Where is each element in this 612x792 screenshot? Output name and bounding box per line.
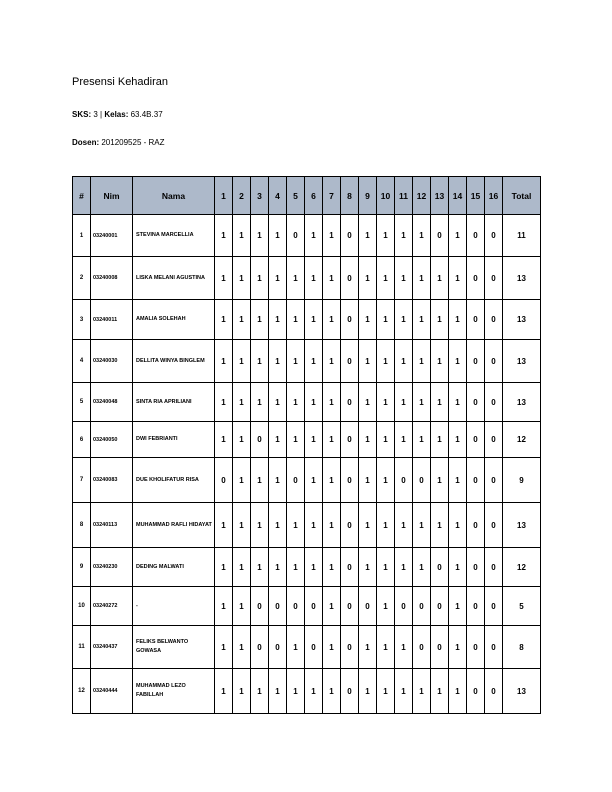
attendance-cell: 0 (485, 383, 503, 422)
attendance-cell: 1 (269, 548, 287, 587)
attendance-cell: 1 (431, 300, 449, 340)
column-header: 3 (251, 177, 269, 215)
attendance-cell: 1 (377, 503, 395, 548)
attendance-cell: 1 (269, 340, 287, 383)
student-nim: 03240030 (91, 340, 133, 383)
attendance-cell: 0 (485, 215, 503, 257)
page-title: Presensi Kehadiran (72, 76, 169, 88)
attendance-cell: 0 (467, 422, 485, 458)
student-name: FELIKS BELWANTO GOWASA (133, 626, 215, 669)
attendance-cell: 1 (449, 458, 467, 503)
attendance-cell: 0 (251, 626, 269, 669)
row-number: 11 (73, 626, 91, 669)
attendance-cell: 1 (395, 257, 413, 300)
total-cell: 11 (503, 215, 541, 257)
attendance-cell: 1 (305, 548, 323, 587)
column-header: 16 (485, 177, 503, 215)
attendance-cell: 0 (431, 548, 449, 587)
attendance-cell: 1 (359, 422, 377, 458)
attendance-cell: 0 (467, 626, 485, 669)
attendance-cell: 0 (251, 587, 269, 626)
table-row (73, 626, 541, 669)
student-nim: 03240230 (91, 548, 133, 587)
attendance-cell: 0 (359, 587, 377, 626)
attendance-cell: 1 (431, 503, 449, 548)
attendance-cell: 1 (359, 340, 377, 383)
attendance-cell: 0 (431, 215, 449, 257)
attendance-cell: 1 (233, 458, 251, 503)
attendance-cell: 1 (359, 300, 377, 340)
student-name: DELLITA WINYA BINGLEM (133, 340, 215, 383)
attendance-cell: 1 (215, 503, 233, 548)
attendance-cell: 1 (377, 340, 395, 383)
attendance-cell: 1 (305, 257, 323, 300)
column-header: # (73, 177, 91, 215)
table-row (73, 215, 541, 257)
attendance-cell: 0 (485, 587, 503, 626)
total-cell: 12 (503, 422, 541, 458)
attendance-cell: 1 (413, 257, 431, 300)
attendance-cell: 1 (413, 503, 431, 548)
attendance-cell: 1 (251, 503, 269, 548)
attendance-cell: 1 (233, 669, 251, 714)
attendance-cell: 1 (431, 257, 449, 300)
student-nim: 03240048 (91, 383, 133, 422)
attendance-cell: 1 (431, 669, 449, 714)
attendance-cell: 1 (287, 300, 305, 340)
attendance-cell: 0 (467, 587, 485, 626)
attendance-cell: 1 (359, 215, 377, 257)
attendance-cell: 1 (359, 626, 377, 669)
attendance-cell: 0 (467, 458, 485, 503)
table-row (73, 422, 541, 458)
attendance-cell: 0 (341, 458, 359, 503)
attendance-cell: 1 (323, 587, 341, 626)
attendance-cell: 1 (395, 548, 413, 587)
attendance-cell: 1 (233, 383, 251, 422)
student-name: MUHAMMAD LEZO FABILLAH (133, 669, 215, 714)
attendance-cell: 0 (485, 669, 503, 714)
kelas-label: Kelas: (104, 110, 129, 119)
column-header: 1 (215, 177, 233, 215)
attendance-cell: 0 (341, 383, 359, 422)
attendance-cell: 0 (395, 587, 413, 626)
attendance-cell: 1 (323, 669, 341, 714)
attendance-cell: 1 (233, 503, 251, 548)
column-header: 6 (305, 177, 323, 215)
attendance-cell: 0 (395, 458, 413, 503)
attendance-cell: 1 (449, 626, 467, 669)
attendance-cell: 1 (449, 215, 467, 257)
attendance-cell: 1 (431, 422, 449, 458)
attendance-cell: 0 (485, 257, 503, 300)
attendance-cell: 1 (305, 503, 323, 548)
column-header: 9 (359, 177, 377, 215)
attendance-cell: 0 (467, 340, 485, 383)
attendance-cell: 1 (413, 669, 431, 714)
attendance-cell: 0 (251, 422, 269, 458)
attendance-cell: 0 (467, 300, 485, 340)
attendance-cell: 1 (377, 669, 395, 714)
attendance-cell: 1 (323, 300, 341, 340)
attendance-cell: 0 (431, 587, 449, 626)
attendance-cell: 1 (269, 257, 287, 300)
attendance-cell: 1 (395, 669, 413, 714)
attendance-cell: 1 (215, 669, 233, 714)
student-name: - (133, 587, 215, 626)
student-nim: 03240008 (91, 257, 133, 300)
table-row (73, 587, 541, 626)
attendance-cell: 1 (233, 422, 251, 458)
lecturer-info (72, 138, 165, 147)
attendance-cell: 1 (251, 383, 269, 422)
attendance-cell: 1 (215, 257, 233, 300)
attendance-cell: 0 (485, 340, 503, 383)
attendance-cell: 0 (431, 626, 449, 669)
row-number: 10 (73, 587, 91, 626)
attendance-cell: 1 (395, 422, 413, 458)
attendance-cell: 1 (323, 422, 341, 458)
attendance-cell: 1 (269, 458, 287, 503)
column-header: 7 (323, 177, 341, 215)
attendance-cell: 1 (449, 340, 467, 383)
attendance-cell: 1 (305, 215, 323, 257)
sks-label: SKS: (72, 110, 92, 119)
column-header: 11 (395, 177, 413, 215)
attendance-cell: 1 (269, 300, 287, 340)
attendance-cell: 1 (287, 383, 305, 422)
attendance-cell: 0 (467, 548, 485, 587)
attendance-cell: 1 (287, 340, 305, 383)
attendance-cell: 1 (215, 422, 233, 458)
attendance-cell: 1 (395, 626, 413, 669)
attendance-cell: 0 (341, 340, 359, 383)
total-cell: 13 (503, 503, 541, 548)
attendance-cell: 1 (323, 257, 341, 300)
attendance-cell: 1 (413, 300, 431, 340)
column-header: Nama (133, 177, 215, 215)
attendance-cell: 1 (449, 422, 467, 458)
student-name: DWI FEBRIANTI (133, 422, 215, 458)
attendance-cell: 1 (215, 587, 233, 626)
attendance-cell: 1 (395, 340, 413, 383)
attendance-cell: 1 (233, 587, 251, 626)
attendance-cell: 1 (251, 340, 269, 383)
attendance-cell: 1 (305, 383, 323, 422)
attendance-cell: 1 (269, 422, 287, 458)
attendance-cell: 0 (485, 626, 503, 669)
attendance-cell: 0 (269, 626, 287, 669)
student-nim: 03240001 (91, 215, 133, 257)
attendance-cell: 1 (251, 257, 269, 300)
attendance-cell: 1 (305, 669, 323, 714)
attendance-cell: 1 (233, 300, 251, 340)
row-number: 4 (73, 340, 91, 383)
attendance-cell: 1 (449, 587, 467, 626)
attendance-cell: 1 (323, 383, 341, 422)
attendance-cell: 1 (215, 340, 233, 383)
attendance-cell: 1 (449, 257, 467, 300)
table-row (73, 669, 541, 714)
attendance-cell: 1 (305, 422, 323, 458)
attendance-cell: 0 (467, 503, 485, 548)
attendance-cell: 0 (467, 669, 485, 714)
dosen-label: Dosen: (72, 138, 100, 147)
row-number: 8 (73, 503, 91, 548)
row-number: 1 (73, 215, 91, 257)
column-header: Nim (91, 177, 133, 215)
table-row (73, 383, 541, 422)
table-row (73, 340, 541, 383)
attendance-cell: 1 (431, 383, 449, 422)
total-cell: 13 (503, 669, 541, 714)
attendance-cell: 1 (431, 458, 449, 503)
attendance-cell: 1 (377, 587, 395, 626)
attendance-cell: 0 (413, 587, 431, 626)
attendance-cell: 1 (449, 548, 467, 587)
attendance-cell: 0 (305, 587, 323, 626)
attendance-cell: 1 (305, 458, 323, 503)
attendance-cell: 1 (395, 503, 413, 548)
attendance-cell: 1 (287, 257, 305, 300)
attendance-cell: 1 (377, 458, 395, 503)
row-number: 9 (73, 548, 91, 587)
attendance-cell: 1 (287, 669, 305, 714)
column-header: 4 (269, 177, 287, 215)
column-header: 2 (233, 177, 251, 215)
attendance-cell: 0 (413, 626, 431, 669)
attendance-cell: 1 (251, 669, 269, 714)
attendance-cell: 1 (413, 215, 431, 257)
row-number: 3 (73, 300, 91, 340)
attendance-cell: 0 (485, 422, 503, 458)
attendance-cell: 1 (449, 300, 467, 340)
attendance-cell: 1 (251, 300, 269, 340)
attendance-cell: 1 (377, 422, 395, 458)
kelas-value: 63.4B.37 (130, 110, 163, 119)
attendance-cell: 1 (395, 300, 413, 340)
student-nim: 03240113 (91, 503, 133, 548)
attendance-cell: 1 (215, 548, 233, 587)
attendance-cell: 1 (395, 383, 413, 422)
total-cell: 9 (503, 458, 541, 503)
attendance-cell: 1 (377, 257, 395, 300)
student-nim: 03240011 (91, 300, 133, 340)
attendance-cell: 1 (233, 340, 251, 383)
attendance-cell: 1 (359, 548, 377, 587)
attendance-cell: 1 (269, 503, 287, 548)
student-nim: 03240050 (91, 422, 133, 458)
attendance-cell: 0 (413, 458, 431, 503)
attendance-cell: 1 (251, 548, 269, 587)
attendance-cell: 1 (359, 458, 377, 503)
column-header: 12 (413, 177, 431, 215)
attendance-cell: 1 (413, 383, 431, 422)
row-number: 2 (73, 257, 91, 300)
table-row (73, 503, 541, 548)
student-nim: 03240083 (91, 458, 133, 503)
attendance-cell: 0 (341, 257, 359, 300)
attendance-cell: 1 (431, 340, 449, 383)
student-nim: 03240444 (91, 669, 133, 714)
attendance-cell: 0 (341, 422, 359, 458)
table-header-row (73, 177, 541, 215)
attendance-cell: 0 (341, 215, 359, 257)
attendance-cell: 1 (449, 383, 467, 422)
attendance-cell: 0 (485, 300, 503, 340)
attendance-cell: 0 (341, 669, 359, 714)
table-row (73, 458, 541, 503)
attendance-cell: 1 (323, 458, 341, 503)
attendance-cell: 1 (323, 215, 341, 257)
total-cell: 13 (503, 300, 541, 340)
student-name: STEVINA MARCELLIA (133, 215, 215, 257)
student-name: SINTA RIA APRILIANI (133, 383, 215, 422)
attendance-cell: 0 (467, 257, 485, 300)
attendance-cell: 1 (323, 626, 341, 669)
attendance-cell: 1 (323, 548, 341, 587)
total-cell: 12 (503, 548, 541, 587)
attendance-cell: 0 (485, 503, 503, 548)
attendance-cell: 1 (359, 257, 377, 300)
attendance-cell: 1 (395, 215, 413, 257)
student-nim: 03240272 (91, 587, 133, 626)
total-cell: 13 (503, 340, 541, 383)
row-number: 7 (73, 458, 91, 503)
attendance-cell: 1 (215, 383, 233, 422)
attendance-cell: 1 (233, 257, 251, 300)
student-name: MUHAMMAD RAFLI HIDAYAT (133, 503, 215, 548)
attendance-cell: 1 (233, 626, 251, 669)
attendance-cell: 1 (233, 215, 251, 257)
table-row (73, 300, 541, 340)
student-name: DEDING MALWATI (133, 548, 215, 587)
total-cell: 5 (503, 587, 541, 626)
attendance-cell: 1 (359, 503, 377, 548)
attendance-cell: 1 (269, 383, 287, 422)
sks-value: 3 (93, 110, 98, 119)
attendance-cell: 1 (377, 215, 395, 257)
attendance-cell: 1 (287, 422, 305, 458)
attendance-cell: 0 (287, 215, 305, 257)
attendance-cell: 0 (287, 587, 305, 626)
attendance-table (72, 176, 541, 714)
column-header: 15 (467, 177, 485, 215)
attendance-cell: 1 (377, 548, 395, 587)
row-number: 5 (73, 383, 91, 422)
attendance-cell: 1 (215, 300, 233, 340)
attendance-cell: 1 (251, 458, 269, 503)
row-number: 12 (73, 669, 91, 714)
attendance-cell: 1 (359, 383, 377, 422)
table-row (73, 257, 541, 300)
column-header: 13 (431, 177, 449, 215)
total-cell: 13 (503, 257, 541, 300)
attendance-cell: 1 (377, 626, 395, 669)
attendance-cell: 1 (215, 215, 233, 257)
attendance-cell: 0 (341, 300, 359, 340)
attendance-cell: 0 (485, 458, 503, 503)
attendance-cell: 0 (341, 626, 359, 669)
attendance-cell: 1 (287, 626, 305, 669)
total-cell: 13 (503, 383, 541, 422)
attendance-cell: 1 (233, 548, 251, 587)
total-cell: 8 (503, 626, 541, 669)
attendance-cell: 0 (341, 587, 359, 626)
attendance-cell: 0 (485, 548, 503, 587)
student-nim: 03240437 (91, 626, 133, 669)
attendance-cell: 0 (341, 503, 359, 548)
attendance-cell: 1 (323, 340, 341, 383)
attendance-cell: 0 (341, 548, 359, 587)
attendance-cell: 1 (287, 548, 305, 587)
student-name: AMALIA SOLEHAH (133, 300, 215, 340)
column-header: 8 (341, 177, 359, 215)
attendance-cell: 1 (449, 503, 467, 548)
attendance-cell: 1 (251, 215, 269, 257)
dosen-value: 201209525 - RAZ (101, 138, 165, 147)
class-info (72, 110, 163, 119)
attendance-cell: 1 (269, 669, 287, 714)
attendance-cell: 1 (215, 626, 233, 669)
attendance-cell: 0 (467, 383, 485, 422)
attendance-cell: 1 (269, 215, 287, 257)
row-number: 6 (73, 422, 91, 458)
attendance-cell: 1 (413, 548, 431, 587)
attendance-cell: 1 (413, 422, 431, 458)
attendance-cell: 1 (377, 383, 395, 422)
attendance-cell: 1 (287, 503, 305, 548)
table-row (73, 548, 541, 587)
separator: | (100, 110, 103, 119)
attendance-cell: 0 (305, 626, 323, 669)
attendance-cell: 1 (323, 503, 341, 548)
column-header: 5 (287, 177, 305, 215)
attendance-cell: 1 (305, 300, 323, 340)
attendance-cell: 0 (287, 458, 305, 503)
attendance-cell: 1 (449, 669, 467, 714)
attendance-cell: 1 (359, 669, 377, 714)
attendance-cell: 0 (467, 215, 485, 257)
attendance-cell: 1 (413, 340, 431, 383)
attendance-cell: 0 (215, 458, 233, 503)
student-name: LISKA MELANI AGUSTINA (133, 257, 215, 300)
column-header: 10 (377, 177, 395, 215)
attendance-cell: 1 (305, 340, 323, 383)
attendance-cell: 0 (269, 587, 287, 626)
student-name: DUE KHOLIFATUR RISA (133, 458, 215, 503)
column-header: 14 (449, 177, 467, 215)
attendance-cell: 1 (377, 300, 395, 340)
column-header: Total (503, 177, 541, 215)
